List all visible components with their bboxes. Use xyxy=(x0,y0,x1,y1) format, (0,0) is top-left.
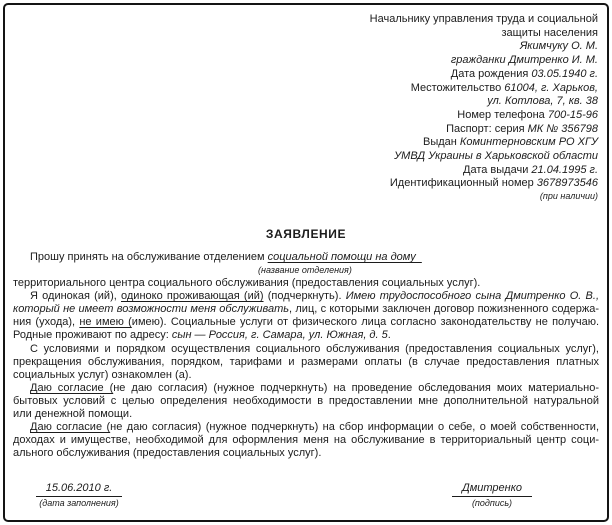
application-body xyxy=(13,251,599,460)
text-line xyxy=(13,356,599,369)
text-line xyxy=(13,277,599,290)
recipient-block xyxy=(200,13,598,202)
text-segment: С условиями и порядком осуществления социального обслуживания (предоставления социальных услуг), xyxy=(30,342,599,355)
text-segment: ального обслуживания (предоставления социальных услуг). xyxy=(13,447,322,460)
text-segment: не даю согласия) (нужное подчеркнуть) на сбор информации о себе, о моей собственности, xyxy=(110,421,599,434)
text-line xyxy=(13,421,599,434)
text-segment: не имею ( xyxy=(79,316,132,329)
text-line xyxy=(200,54,598,68)
text-line xyxy=(13,316,599,329)
text-segment: социальной помощи на дому xyxy=(267,251,422,263)
text-segment: , лиц, с которыми заключен договор пожизненного содержа- xyxy=(289,303,599,316)
text-line xyxy=(200,136,598,150)
text-line xyxy=(200,150,598,164)
text-segment: ния (ухода), xyxy=(13,316,80,329)
fill-date-value: 15.06.2010 г. xyxy=(36,482,123,497)
text-segment: социальных услуг) ознакомлен (а). xyxy=(13,368,192,381)
text-segment: МК № 356798 xyxy=(527,122,598,135)
text-line xyxy=(13,434,599,447)
text-segment: Номер телефона xyxy=(457,108,548,121)
text-segment: Я одинокая (ий), xyxy=(30,290,122,303)
text-line xyxy=(200,177,598,191)
text-segment: Родные проживают по адресу: xyxy=(13,329,172,342)
text-segment: 03.05.1940 г. xyxy=(531,67,598,80)
text-line xyxy=(13,290,599,303)
text-segment: территориального центра социального обслуживания (предоставления социальных услуг). xyxy=(13,277,481,290)
text-line xyxy=(200,13,598,27)
text-segment: Прошу принять на обслуживание отделением xyxy=(30,251,268,263)
text-segment: одиноко проживающая (ий) xyxy=(121,290,264,303)
text-line xyxy=(13,408,599,421)
text-line xyxy=(200,27,598,41)
text-line xyxy=(13,395,599,408)
text-line xyxy=(200,191,598,202)
text-segment: (при наличии) xyxy=(539,191,598,202)
text-line xyxy=(200,82,598,96)
fill-date-field xyxy=(19,478,139,509)
text-line xyxy=(13,303,599,316)
document-title: ЗАЯВЛЕНИЕ xyxy=(265,227,347,241)
text-segment: Местожительство xyxy=(410,81,505,94)
text-segment: 21.04.1995 г. xyxy=(531,163,598,176)
text-segment: Дата выдачи xyxy=(463,163,532,176)
text-segment: 61004, г. Харьков, xyxy=(504,81,598,94)
text-segment: УМВД Украины в Харьковской области xyxy=(394,150,598,163)
text-segment: Выдан xyxy=(422,136,460,149)
text-segment: (название отделения) xyxy=(258,265,352,276)
text-segment: гражданки Дмитренко И. М. xyxy=(450,54,598,67)
text-segment: Даю согласие ( xyxy=(30,421,111,434)
text-segment: . xyxy=(387,329,391,342)
text-segment: сын — Россия, г. Самара, ул. Южная, д. 5 xyxy=(171,329,388,342)
text-line xyxy=(200,109,598,123)
text-segment: Паспорт: серия xyxy=(446,122,528,135)
text-segment: Даю согласие ( xyxy=(30,381,114,394)
signature-caption: (подпись) xyxy=(471,498,513,508)
signature-field xyxy=(437,478,547,509)
text-line xyxy=(13,343,599,356)
text-line xyxy=(200,95,598,109)
text-segment: защиты населения xyxy=(501,26,598,39)
text-segment: Имею трудоспособного сына Дмитренко О. В., xyxy=(345,290,599,303)
text-segment: или денежной помощи. xyxy=(13,408,133,421)
text-line xyxy=(200,123,598,137)
fill-date-caption: (дата заполнения) xyxy=(39,498,119,508)
text-line xyxy=(200,68,598,82)
text-line xyxy=(13,382,599,395)
text-segment: имею). Социальные услуги от физического лица согласно законодательству не получаю. xyxy=(131,316,599,329)
text-segment: который не имеет возможности меня обслуживать xyxy=(13,303,290,316)
text-segment: не даю согласия) (нужное подчеркнуть) на проведение обследования моих материально- xyxy=(113,381,599,394)
text-segment: Начальнику управления труда и социальной xyxy=(369,13,598,25)
text-segment: доходах и имуществе, необходимой для оформления меня на обслуживание в территориальный центр соци- xyxy=(13,434,599,447)
text-line xyxy=(13,329,599,342)
text-segment: (подчеркнуть). xyxy=(263,290,346,303)
text-segment: Коминтерновским РО ХГУ xyxy=(459,136,598,149)
text-line xyxy=(200,164,598,178)
text-segment: бытовых условий с целью определения необходимости в предоставлении мне дополнительной натуральной xyxy=(13,394,599,407)
text-segment: Идентификационный номер xyxy=(389,177,537,190)
text-line xyxy=(200,40,598,54)
text-line xyxy=(13,447,599,460)
text-segment: прекращения обслуживания, порядком, тарифами и размерами оплаты (в случае предоставления платных xyxy=(13,355,599,368)
text-segment: ул. Котлова, 7, кв. 38 xyxy=(487,95,598,108)
text-line xyxy=(13,264,599,277)
text-segment: Дата рождения xyxy=(450,67,532,80)
text-segment: Якимчуку О. М. xyxy=(519,40,598,53)
text-line xyxy=(13,369,599,382)
text-segment: 700-15-96 xyxy=(547,108,598,121)
signature-value: Дмитренко xyxy=(452,482,532,497)
signature-area xyxy=(13,478,599,512)
text-segment: 3678973546 xyxy=(536,177,598,190)
text-line xyxy=(13,251,599,264)
